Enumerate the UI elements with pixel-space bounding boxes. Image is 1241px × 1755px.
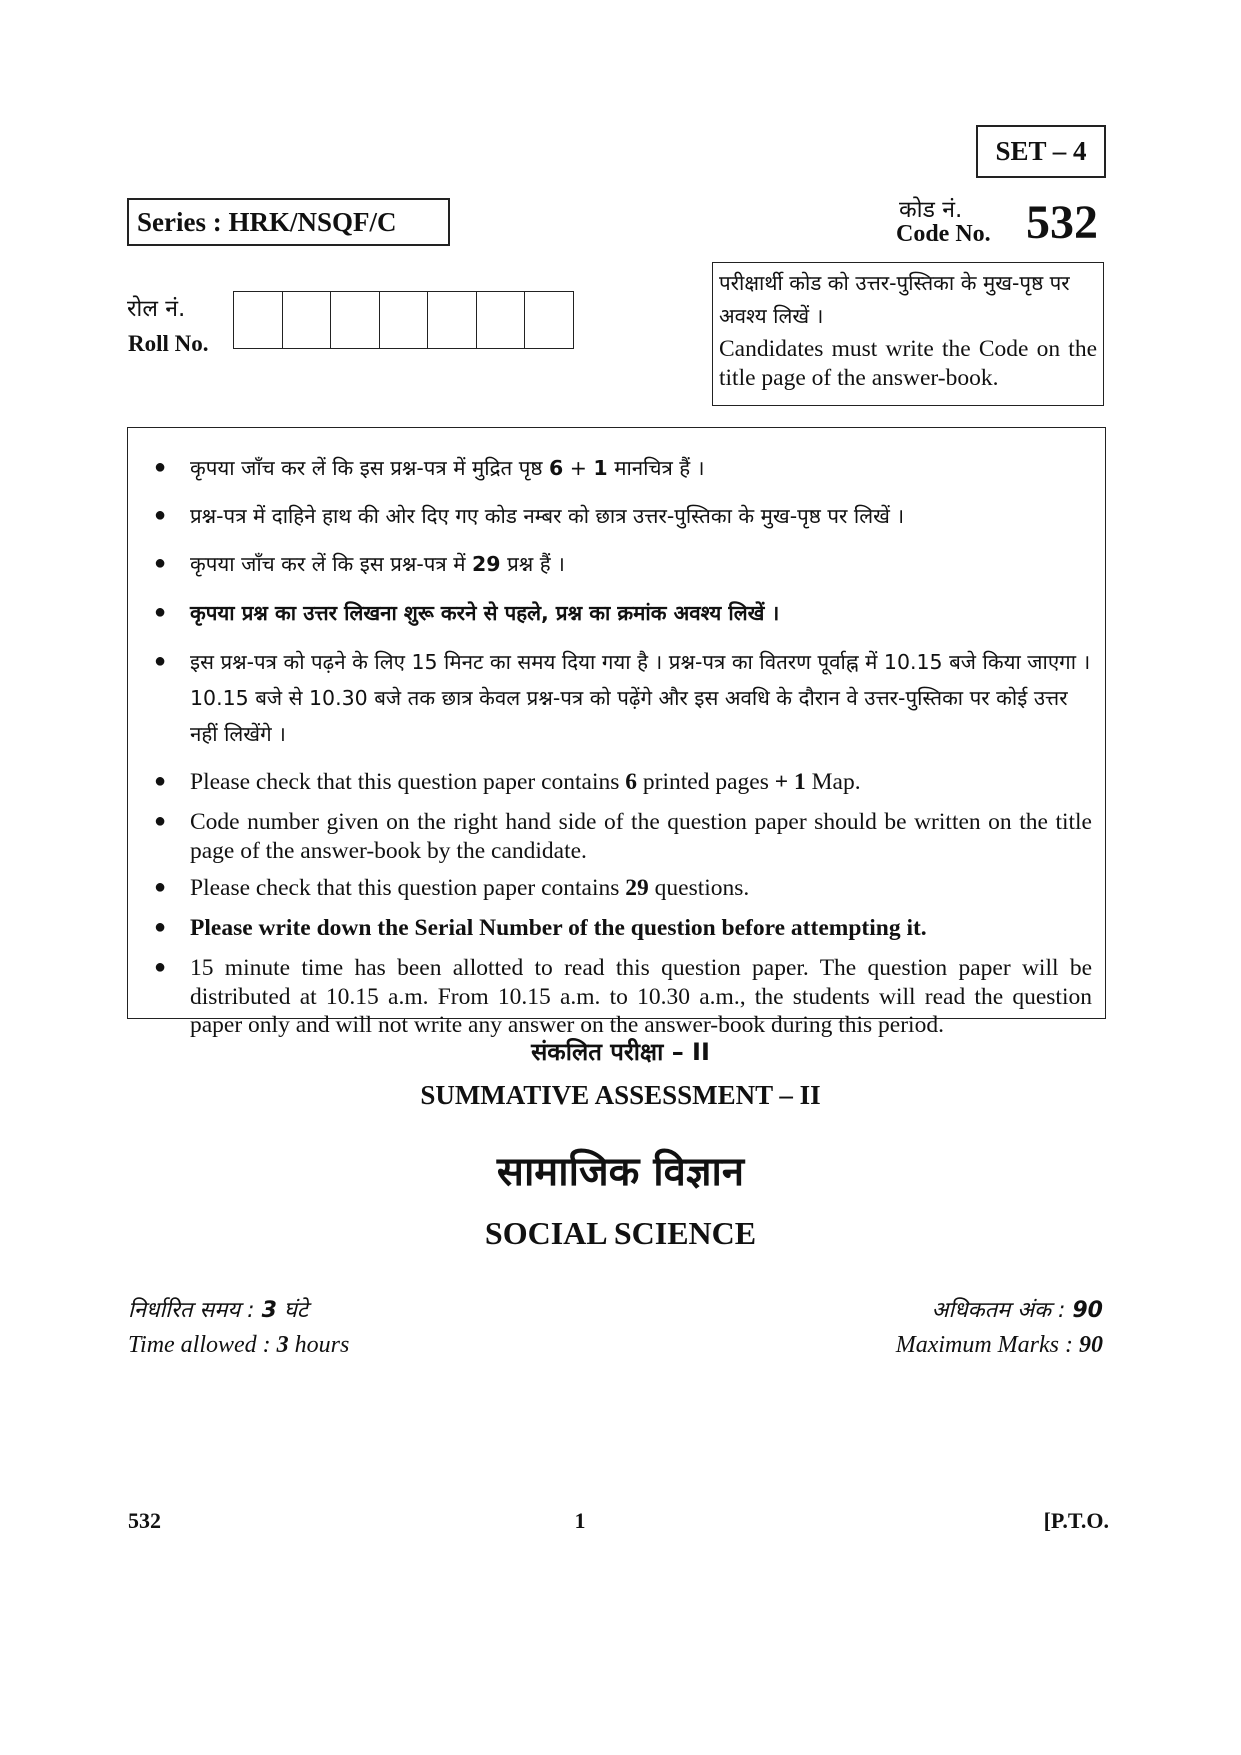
instruction-bold-text: 6	[625, 769, 638, 795]
roll-digit-box[interactable]	[525, 292, 573, 348]
code-label-hindi: कोड नं.	[899, 197, 963, 223]
set-label: SET – 4	[976, 125, 1106, 178]
footer-code: 532	[128, 1508, 161, 1533]
instruction-bold-text: 1	[593, 456, 608, 480]
bullet-icon: ●	[154, 504, 167, 526]
time-unit: hours	[288, 1332, 350, 1358]
instruction-bold-text: Please write down the Serial Number of the question before attempting it.	[190, 915, 927, 941]
marks-hindi-label: अधिकतम अंक :	[931, 1298, 1073, 1323]
roll-digit-box[interactable]	[380, 292, 429, 348]
roll-digit-box[interactable]	[331, 292, 380, 348]
instruction-text-part: Please check that this question paper contains	[190, 769, 626, 795]
instructions-box	[127, 427, 1106, 1038]
candidate-note-english: Candidates must write the Code on the title page of the answer-book.	[719, 336, 1097, 391]
page-number: 1	[574, 1508, 586, 1533]
instruction-bold-text: कृपया प्रश्न का उत्तर लिखना शुरू करने से पहले, प्रश्न का क्रमांक अवश्य लिखें ।	[190, 601, 780, 625]
instruction-text	[190, 954, 1092, 1040]
instruction-text-part: कृपया जाँच कर लें कि इस प्रश्न-पत्र में मुद्रित पृष्ठ	[190, 456, 549, 480]
bullet-icon: ●	[154, 770, 167, 792]
instruction-text-part: Please check that this question paper contains	[190, 875, 626, 901]
roll-digit-box[interactable]	[477, 292, 526, 348]
roll-digit-box[interactable]	[283, 292, 332, 348]
instruction-text-part: +	[563, 456, 594, 480]
subject-title: SOCIAL SCIENCE	[484, 1215, 757, 1251]
instruction-text-part: प्रश्न हैं ।	[500, 552, 565, 576]
bullet-icon: ●	[154, 876, 167, 898]
marks-label: Maximum Marks :	[895, 1332, 1079, 1358]
instruction-text	[190, 450, 1092, 486]
time-value: 3	[276, 1332, 289, 1358]
pto-label: [P.T.O.	[1043, 1508, 1109, 1533]
bullet-icon: ●	[154, 810, 167, 832]
bullet-icon: ●	[154, 456, 167, 478]
code-label: Code No.	[896, 221, 991, 247]
bullet-icon: ●	[154, 650, 167, 672]
instruction-text	[190, 644, 1092, 752]
instruction-text-part: कृपया जाँच कर लें कि इस प्रश्न-पत्र में	[190, 552, 473, 576]
time-hindi-unit: घंटे	[276, 1298, 308, 1323]
instruction-text-part: प्रश्न-पत्र में दाहिने हाथ की ओर दिए गए कोड नम्बर को छात्र उत्तर-पुस्तिका के मुख-पृष्ठ पर लिखें ।	[190, 504, 905, 528]
instruction-text-part: Code number given on the right hand side of the question paper should be written on the title page of the answer-book by the candidate.	[190, 809, 1092, 864]
roll-label-hindi: रोल नं.	[127, 296, 186, 322]
instruction-text	[190, 498, 1092, 534]
exam-title: SUMMATIVE ASSESSMENT – II	[420, 1080, 821, 1110]
time-allowed	[128, 1332, 349, 1359]
instruction-text-part: 15 minute time has been allotted to read this question paper. The question paper will be distributed at 10.15 a.m. From 10.15 a.m. to 10.30 a.m., the students will read the question paper only and will not write any answer on the answer-book during this period.	[190, 955, 1092, 1038]
roll-number-boxes[interactable]	[233, 291, 574, 349]
time-hindi-label: निर्धारित समय :	[128, 1298, 262, 1323]
instruction-bold-text: 29	[472, 552, 501, 576]
exam-title-hindi: संकलित परीक्षा – II	[531, 1038, 710, 1066]
roll-digit-box[interactable]	[428, 292, 477, 348]
bullet-icon: ●	[154, 956, 167, 978]
time-label: Time allowed :	[128, 1332, 277, 1358]
instruction-text-part: Map.	[805, 769, 861, 795]
time-hindi-value: 3	[261, 1298, 277, 1323]
bullet-icon: ●	[154, 552, 167, 574]
marks-value: 90	[1079, 1332, 1103, 1358]
instruction-text	[190, 914, 1092, 943]
instruction-text	[190, 768, 1092, 797]
series-label: Series : HRK/NSQF/C	[127, 198, 450, 246]
instruction-text	[190, 874, 1092, 903]
instruction-text-part: मानचित्र हैं ।	[607, 456, 705, 480]
roll-label: Roll No.	[128, 331, 209, 356]
instruction-text	[190, 808, 1092, 865]
instruction-text	[190, 546, 1092, 582]
instruction-text	[190, 595, 1092, 631]
maximum-marks-hindi	[932, 1294, 1103, 1324]
instruction-bold-text: 29	[625, 875, 649, 901]
bullet-icon: ●	[154, 916, 167, 938]
candidate-note-box	[712, 262, 1104, 406]
code-number: 532	[1026, 196, 1098, 249]
roll-digit-box[interactable]	[234, 292, 283, 348]
instruction-text-part: printed pages	[637, 769, 775, 795]
candidate-note-hindi: परीक्षार्थी कोड को उत्तर-पुस्तिका के मुख-पृष्ठ पर अवश्य लिखें ।	[719, 271, 1070, 328]
instruction-text-part: इस प्रश्न-पत्र को पढ़ने के लिए 15 मिनट का समय दिया गया है । प्रश्न-पत्र का वितरण पूर्वाह्न में 10.15 बजे किया जाएगा । 10.15 बजे से 10.30 बजे तक छात्र केवल प्रश्न-पत्र को पढ़ेंगे और इस अवधि के दौरान वे उत्तर-पुस्तिका पर कोई उत्तर नहीं लिखेंगे ।	[190, 650, 1091, 746]
instruction-text-part: questions.	[648, 875, 750, 901]
instruction-bold-text: 6	[548, 456, 564, 480]
marks-hindi-value: 90	[1072, 1298, 1103, 1323]
instruction-bold-text: + 1	[774, 769, 806, 795]
subject-title-hindi: सामाजिक विज्ञान	[496, 1149, 745, 1195]
time-allowed-hindi	[128, 1294, 308, 1324]
maximum-marks	[896, 1332, 1103, 1359]
bullet-icon: ●	[154, 601, 167, 623]
